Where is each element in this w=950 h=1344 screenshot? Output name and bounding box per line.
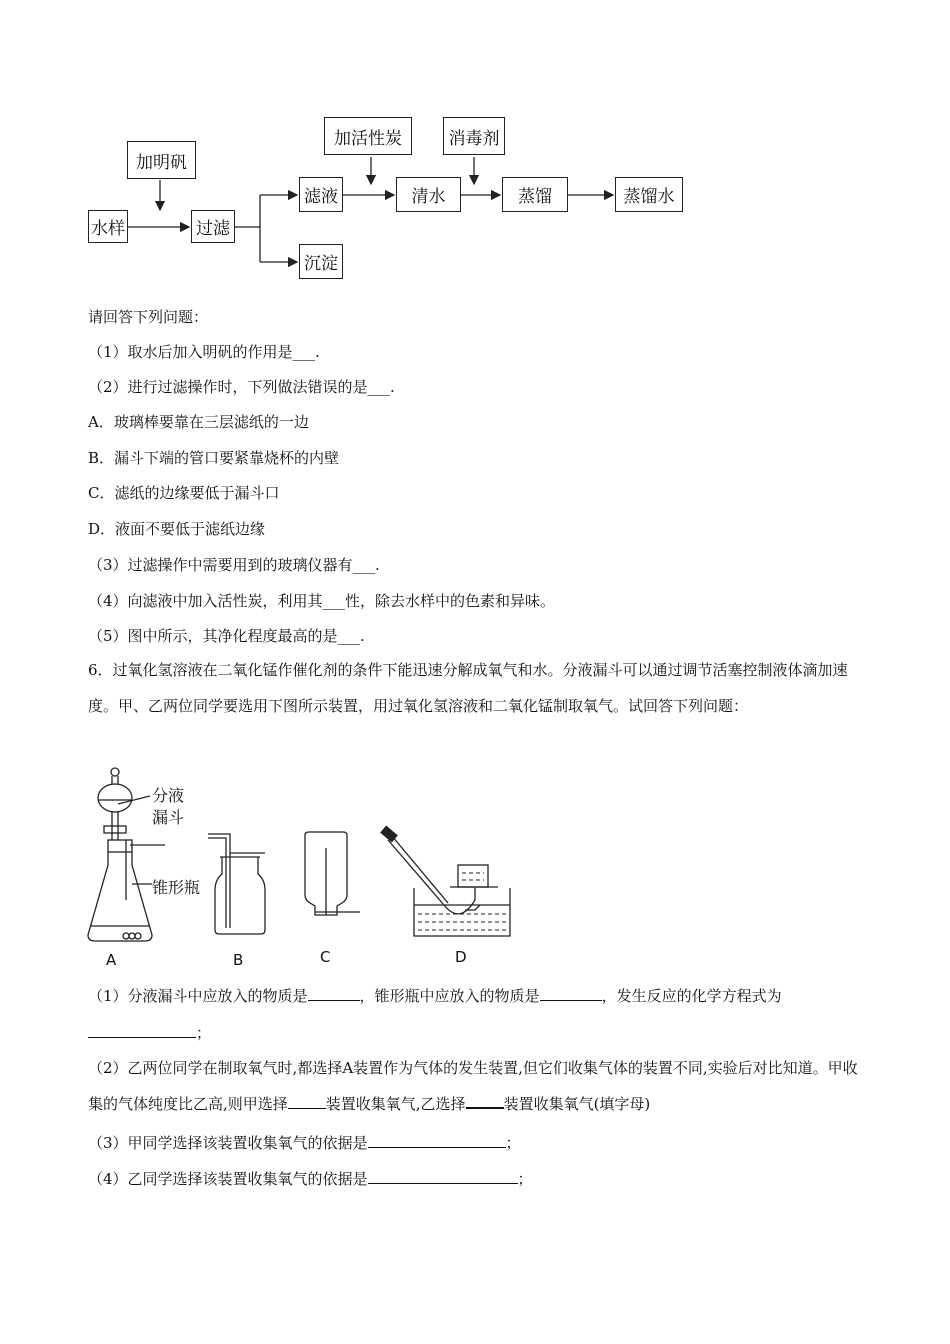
q5-option-b: B．漏斗下端的管口要紧靠烧杯的内壁 [88,449,340,467]
q5-option-d: D．液面不要低于滤纸边缘 [88,520,266,538]
node-alum: 加明矾 [127,141,196,179]
node-distill: 蒸馏 [502,177,568,212]
answer-blank-yi[interactable] [466,1093,504,1109]
node-sample: 水样 [88,210,128,243]
q6-part1-text-a: （1）分液漏斗中应放入的物质是 [88,987,308,1005]
node-carbon: 加活性炭 [324,117,412,155]
q5-option-a: A．玻璃棒要靠在三层滤纸的一边 [88,413,309,431]
q6-stem: 6．过氧化氢溶液在二氧化锰作催化剂的条件下能迅速分解成氧气和水。分液漏斗可以通过调节活塞控制液体滴加速度。甲、乙两位同学要选用下图所示装置，用过氧化氢溶液和二氧化锰制取氧气。试回答下列问题： [88,661,848,715]
q6-part1-line2 [88,1022,211,1043]
answer-blank-flask[interactable] [540,986,602,1001]
q5-sub4: （4）向滤液中加入活性炭，利用其___性，除去水样中的色素和异味。 [88,592,556,610]
q6-part1-text-b: ，锥形瓶中应放入的物质是 [359,987,540,1005]
q6-part2-text-c: 装置收集氧气(填字母) [503,1095,651,1113]
q6-part3 [88,1132,521,1153]
q6-part3-end: ； [505,1134,521,1152]
q6-part4-end: ； [517,1170,533,1188]
answer-blank-equation[interactable] [88,1023,196,1038]
apparatus-label-d: D [455,948,467,966]
apparatus-label-a: A [106,951,117,969]
flask-label: 锥形瓶 [152,878,201,897]
answer-blank-reason-yi[interactable] [368,1169,518,1184]
answer-blank-reason-jia[interactable] [368,1133,506,1148]
q6-part2-text-a: （2）乙两位同学在制取氧气时,都选择A装置作为气体的发生装置,但它们收集气体的装置不同,实验后对比知道。甲收集的气体纯度比乙高,则甲选择 [88,1059,858,1113]
node-clear-water: 清水 [396,177,461,212]
q6-part4-text: （4）乙同学选择该装置收集氧气的依据是 [88,1170,368,1188]
q5-sub3: （3）过滤操作中需要用到的玻璃仪器有___. [88,556,380,574]
q5-sub1: （1）取水后加入明矾的作用是___. [88,343,320,361]
q5-sub2: （2）进行过滤操作时，下列做法错误的是___. [88,378,395,396]
node-filtrate: 滤液 [299,177,343,212]
q6-part1-end: ； [196,1024,212,1042]
node-distilled-water: 蒸馏水 [615,177,683,212]
q6-part2 [88,1050,868,1122]
q5-option-c: C．滤纸的边缘要低于漏斗口 [88,484,280,502]
q6-part3-text: （3）甲同学选择该装置收集氧气的依据是 [88,1134,368,1152]
q6-part2-text-b: 装置收集氧气,乙选择 [325,1095,466,1113]
node-sediment: 沉淀 [299,244,343,279]
apparatus-label-c: C [320,948,331,966]
funnel-label-2: 漏斗 [152,808,185,827]
node-disinfectant: 消毒剂 [443,117,505,155]
funnel-label-1: 分液 [152,786,185,805]
q5-intro: 请回答下列问题： [88,308,209,326]
apparatus-label-b: B [233,951,244,969]
answer-blank-funnel[interactable] [308,986,360,1001]
q6-part1-line1 [88,985,782,1006]
node-filter: 过滤 [191,210,235,243]
q6-part4 [88,1168,533,1189]
answer-blank-jia[interactable] [288,1094,326,1109]
q6-part1-text-c: ，发生反应的化学方程式为 [601,987,782,1005]
q5-sub5: （5）图中所示，其净化程度最高的是___. [88,627,365,645]
